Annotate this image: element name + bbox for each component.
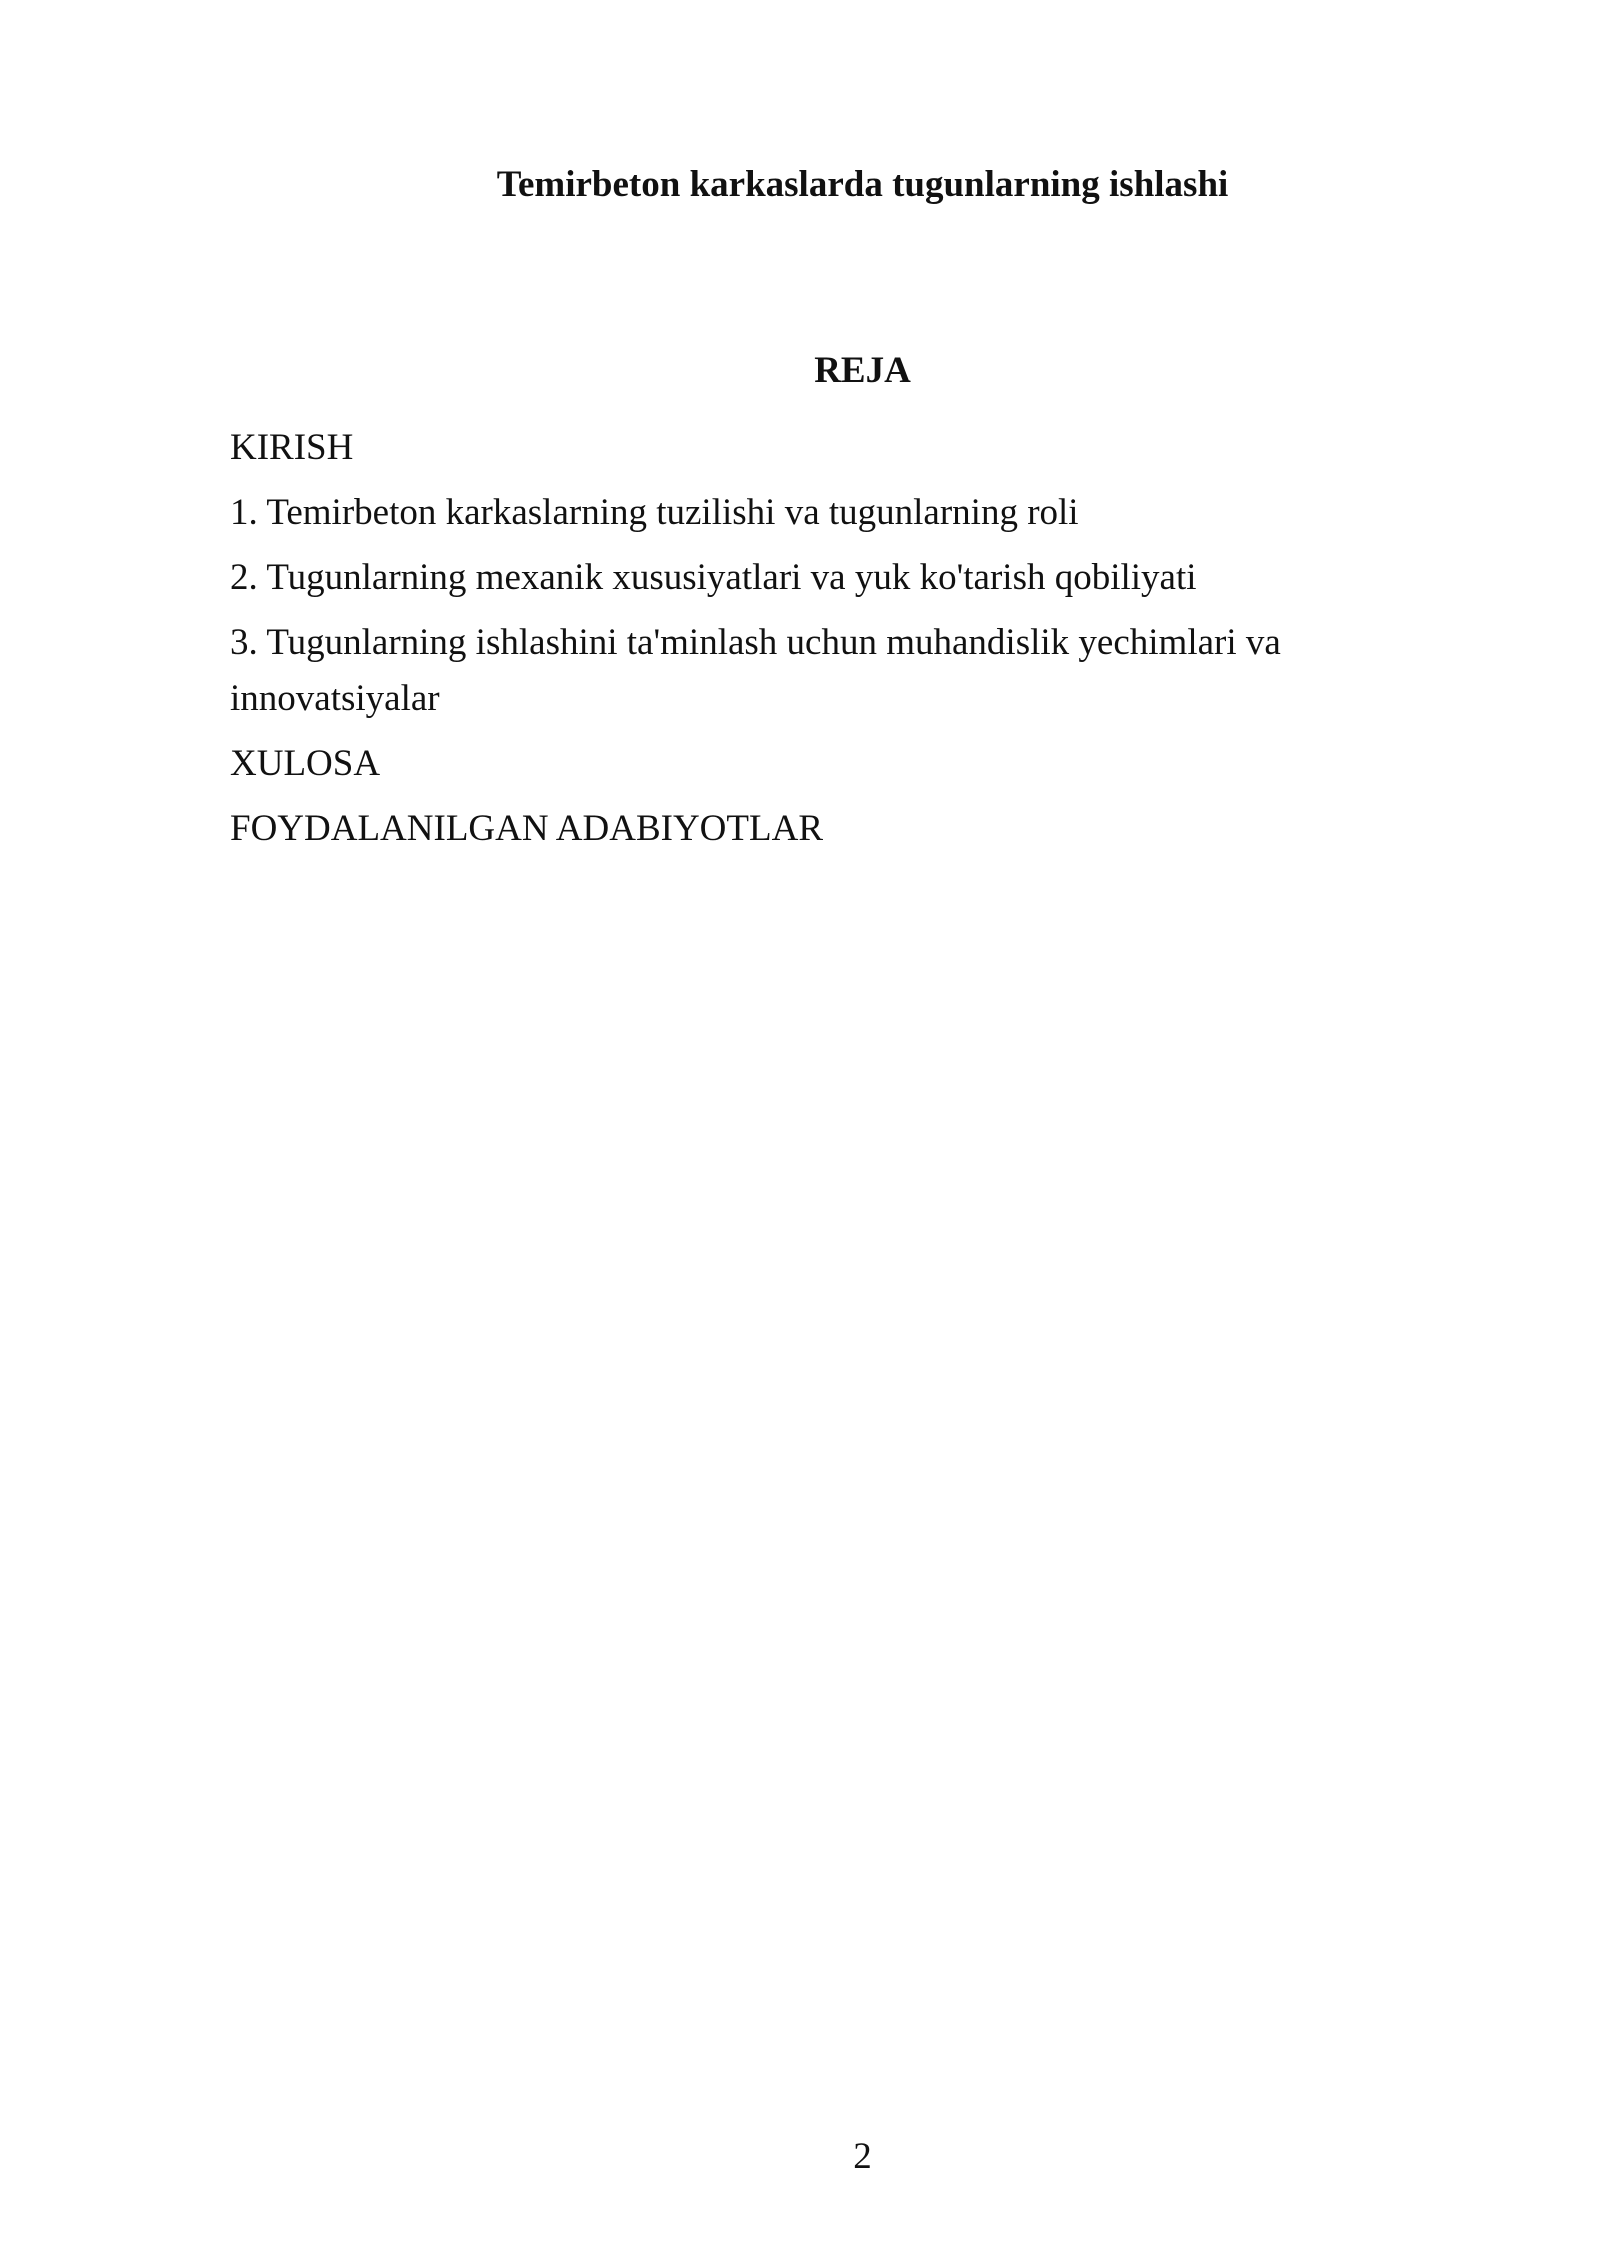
plan-item-2: 2. Tugunlarning mexanik xususiyatlari va yuk ko'tarish qobiliyati bbox=[230, 557, 1197, 598]
document-title: Temirbeton karkaslarda tugunlarning ishlashi bbox=[496, 164, 1229, 205]
plan-heading: REJA bbox=[814, 350, 911, 391]
plan-item-1: 1. Temirbeton karkaslarning tuzilishi va tugunlarning roli bbox=[230, 492, 1079, 533]
plan-item-3: 3. Tugunlarning ishlashini ta'minlash uchun muhandislik yechimlari va innovatsiyalar bbox=[230, 622, 1281, 719]
plan-item-introduction: KIRISH bbox=[230, 427, 354, 468]
plan-item-references: FOYDALANILGAN ADABIYOTLAR bbox=[230, 808, 823, 849]
plan-list bbox=[230, 420, 1350, 866]
title-block bbox=[230, 160, 1495, 210]
page-number: 2 bbox=[853, 2136, 872, 2177]
plan-item-conclusion: XULOSA bbox=[230, 743, 381, 784]
